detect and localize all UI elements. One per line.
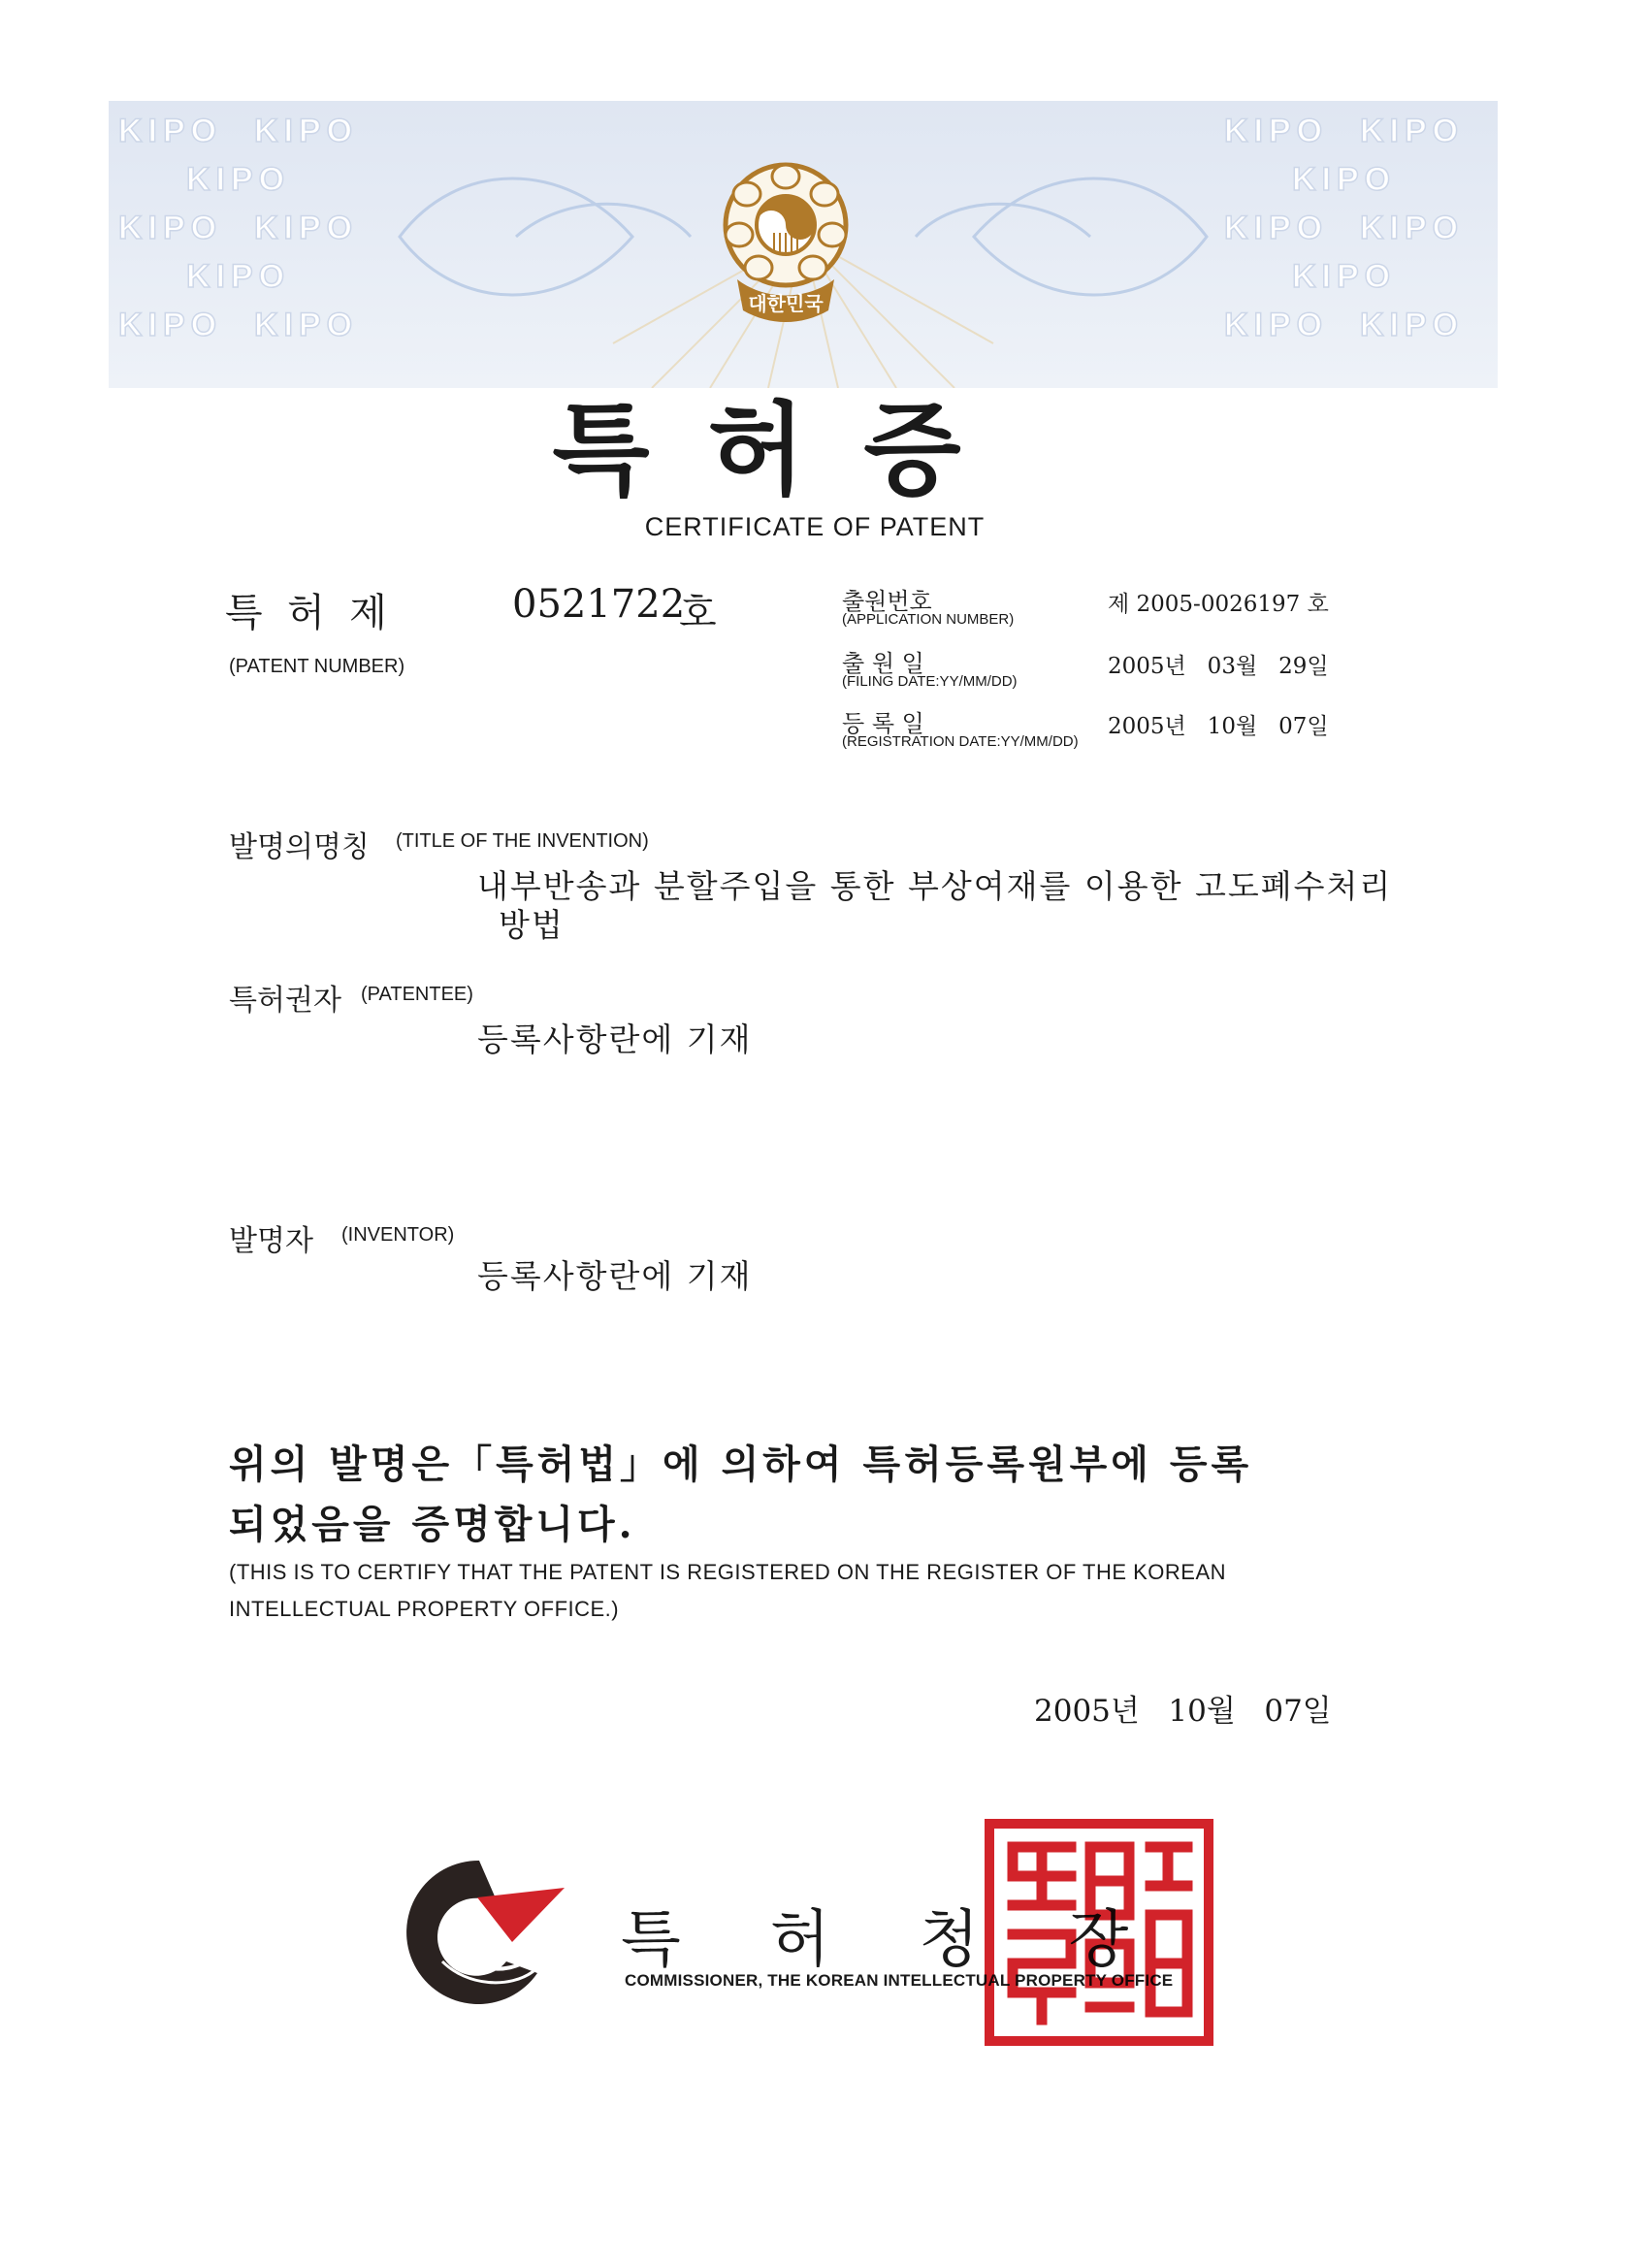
kipo-logo-icon bbox=[392, 1855, 568, 2006]
certification-statement-line1: 위의 발명은「특허법」에 의하여 특허등록원부에 등록 bbox=[229, 1442, 1253, 1487]
patentee-label-en: (PATENTEE) bbox=[361, 984, 473, 1005]
filing-date-value: 2005년 03월 29일 bbox=[1108, 654, 1329, 679]
svg-text:KIPO: KIPO bbox=[118, 307, 223, 343]
svg-text:KIPO: KIPO bbox=[1224, 113, 1329, 149]
application-number-label: 출원번호 bbox=[842, 588, 932, 615]
patent-number-label-en: (PATENT NUMBER) bbox=[229, 656, 405, 677]
svg-text:KIPO: KIPO bbox=[1360, 210, 1465, 246]
certification-statement-en-line1: (THIS IS TO CERTIFY THAT THE PATENT IS REGISTERED ON THE REGISTER OF THE KOREAN bbox=[229, 1560, 1227, 1584]
registration-date-label-en: (REGISTRATION DATE:YY/MM/DD) bbox=[842, 733, 1079, 750]
invention-title-line2: 방법 bbox=[499, 906, 565, 944]
registration-date-value: 2005년 10월 07일 bbox=[1108, 714, 1329, 739]
patent-number-suffix: 호 bbox=[679, 591, 717, 635]
issue-date: 2005년 10월 07일 bbox=[1034, 1694, 1332, 1729]
certification-statement-en-line2: INTELLECTUAL PROPERTY OFFICE.) bbox=[229, 1597, 620, 1621]
svg-text:KIPO: KIPO bbox=[118, 210, 223, 246]
inventor-label-en: (INVENTOR) bbox=[341, 1224, 455, 1246]
svg-text:KIPO: KIPO bbox=[186, 161, 291, 198]
patentee-value: 등록사항란에 기재 bbox=[477, 1021, 753, 1058]
svg-text:KIPO: KIPO bbox=[1360, 113, 1465, 149]
svg-text:KIPO: KIPO bbox=[254, 210, 359, 246]
svg-text:KIPO: KIPO bbox=[1224, 307, 1329, 343]
patent-number: 0521722 bbox=[512, 582, 686, 627]
filing-date-label-en: (FILING DATE:YY/MM/DD) bbox=[842, 673, 1018, 690]
office-name-en: COMMISSIONER, THE KOREAN INTELLECTUAL PROPERTY OFFICE bbox=[625, 1971, 1174, 1990]
application-number-label-en: (APPLICATION NUMBER) bbox=[842, 611, 1015, 628]
patentee-label: 특허권자 bbox=[229, 984, 341, 1018]
patent-number-label: 특 허 제 bbox=[225, 591, 387, 635]
national-emblem-icon bbox=[716, 155, 856, 338]
invention-title-label-en: (TITLE OF THE INVENTION) bbox=[396, 830, 649, 852]
official-seal-icon bbox=[984, 1818, 1214, 2047]
svg-text:KIPO: KIPO bbox=[254, 307, 359, 343]
office-name: 특허청장 bbox=[621, 1904, 1218, 1976]
watermark-text: KIPO bbox=[118, 113, 223, 149]
svg-text:KIPO: KIPO bbox=[254, 113, 359, 149]
invention-title-line1: 내부반송과 분할주입을 통한 부상여재를 이용한 고도폐수처리 bbox=[477, 867, 1393, 905]
invention-title-label: 발명의명칭 bbox=[229, 830, 370, 864]
inventor-label: 발명자 bbox=[229, 1224, 313, 1258]
svg-text:KIPO: KIPO bbox=[186, 258, 291, 295]
registration-date-label: 등 록 일 bbox=[842, 710, 924, 737]
filing-date-label: 출 원 일 bbox=[842, 650, 924, 677]
inventor-value: 등록사항란에 기재 bbox=[477, 1257, 753, 1295]
svg-text:KIPO: KIPO bbox=[1292, 258, 1397, 295]
certificate-subtitle: CERTIFICATE OF PATENT bbox=[644, 512, 986, 541]
svg-text:KIPO: KIPO bbox=[1360, 307, 1465, 343]
application-number-value: 제 2005-0026197 호 bbox=[1108, 592, 1329, 617]
certificate-title: 특허증 bbox=[552, 391, 1019, 509]
emblem-text: 대한민국 bbox=[748, 292, 824, 315]
svg-text:KIPO: KIPO bbox=[1292, 161, 1397, 198]
certification-statement-line2: 되었음을 증명합니다. bbox=[229, 1502, 636, 1547]
svg-text:KIPO: KIPO bbox=[1224, 210, 1329, 246]
